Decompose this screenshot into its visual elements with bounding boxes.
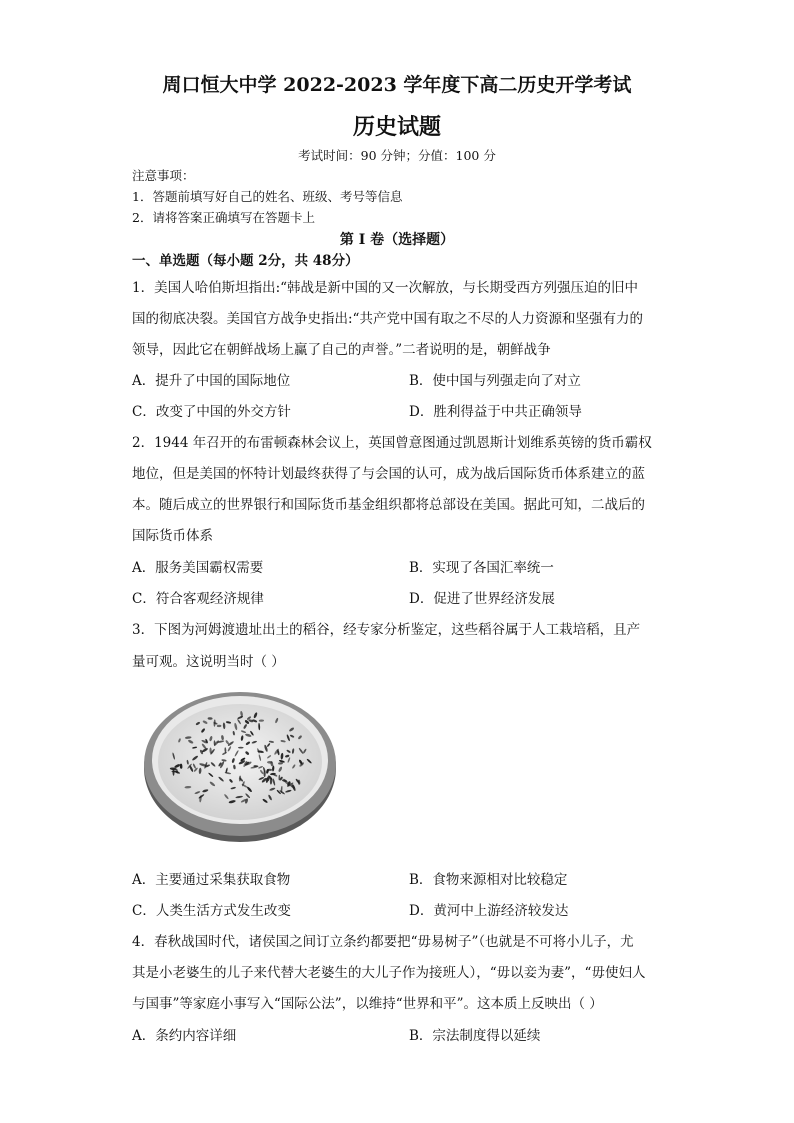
rice-grain bbox=[238, 747, 244, 749]
question-2-option-c[interactable]: C．符合客观经济规律 bbox=[132, 591, 264, 607]
question-2-line: 地位，但是美国的怀特计划最终获得了与会国的认可，成为战后国际货币体系建立的蓝 bbox=[132, 466, 645, 482]
question-1-option-b[interactable]: B．使中国与列强走向了对立 bbox=[409, 373, 581, 389]
note-item: 1．答题前填写好自己的姓名、班级、考号等信息 bbox=[132, 189, 403, 204]
question-4-line: 与国事”等家庭小事写入“国际公法”，以维持“世界和平”。这本质上反映出（ ） bbox=[132, 996, 603, 1012]
exam-title: 周口恒大中学 2022-2023 学年度下高二历史开学考试 bbox=[162, 74, 632, 96]
question-1-option-d[interactable]: D．胜利得益于中共正确领导 bbox=[409, 404, 582, 420]
question-3-line: 量可观。这说明当时（ ） bbox=[132, 654, 285, 670]
question-4-line: 其是小老婆生的儿子来代替大老婆生的大儿子作为接班人），“毋以妾为妻”，“毋使妇人 bbox=[132, 965, 646, 981]
rice-grain bbox=[171, 771, 178, 773]
question-3-option-b[interactable]: B．食物来源相对比较稳定 bbox=[409, 872, 568, 888]
note-item: 2．请将答案正确填写在答题卡上 bbox=[132, 210, 315, 225]
question-2-option-d[interactable]: D．促进了世界经济发展 bbox=[409, 591, 555, 607]
question-2-option-b[interactable]: B．实现了各国汇率统一 bbox=[409, 560, 554, 576]
question-1-line: 领导，因此它在朝鲜战场上赢了自己的声誉。”二者说明的是，朝鲜战争 bbox=[132, 342, 551, 358]
question-4-option-b[interactable]: B．宗法制度得以延续 bbox=[409, 1028, 541, 1044]
exam-subtitle: 历史试题 bbox=[352, 114, 441, 140]
question-4-line: 4．春秋战国时代，诸侯国之间订立条约都要把“毋易树子”（也就是不可将小儿子，尤 bbox=[132, 934, 634, 950]
exam-info: 考试时间：90 分钟；分值：100 分 bbox=[298, 148, 496, 163]
question-1-line: 1．美国人哈伯斯坦指出:“韩战是新中国的又一次解放，与长期受西方列强压迫的旧中 bbox=[132, 280, 639, 296]
question-4-option-a[interactable]: A．条约内容详细 bbox=[132, 1028, 237, 1044]
section-title: 第 I 卷（选择题） bbox=[339, 232, 455, 248]
question-2-line: 2．1944 年召开的布雷顿森林会议上，英国曾意图通过凯恩斯计划维系英镑的货币霸权 bbox=[132, 435, 652, 451]
question-3-option-d[interactable]: D．黄河中上游经济较发达 bbox=[409, 903, 569, 919]
question-3-option-a[interactable]: A．主要通过采集获取食物 bbox=[132, 872, 291, 888]
rice-grains-photo bbox=[140, 684, 340, 844]
question-1-option-c[interactable]: C．改变了中国的外交方针 bbox=[132, 404, 291, 420]
question-2-line: 国际货币体系 bbox=[132, 528, 213, 544]
question-2-option-a[interactable]: A．服务美国霸权需要 bbox=[132, 560, 264, 576]
notes-heading: 注意事项： bbox=[132, 168, 195, 183]
part-heading: 一、单选题（每小题 2分，共 48分） bbox=[132, 253, 359, 269]
question-2-line: 本。随后成立的世界银行和国际货币基金组织都将总部设在美国。据此可知，二战后的 bbox=[132, 497, 645, 513]
question-1-line: 国的彻底决裂。美国官方战争史指出:“共产党中国有取之不尽的人力资源和坚强有力的 bbox=[132, 311, 643, 327]
question-3-line: 3．下图为河姆渡遗址出土的稻谷，经专家分析鉴定，这些稻谷属于人工栽培稻，且产 bbox=[132, 622, 641, 638]
question-1-option-a[interactable]: A．提升了中国的国际地位 bbox=[132, 373, 291, 389]
question-3-option-c[interactable]: C．人类生活方式发生改变 bbox=[132, 903, 291, 919]
